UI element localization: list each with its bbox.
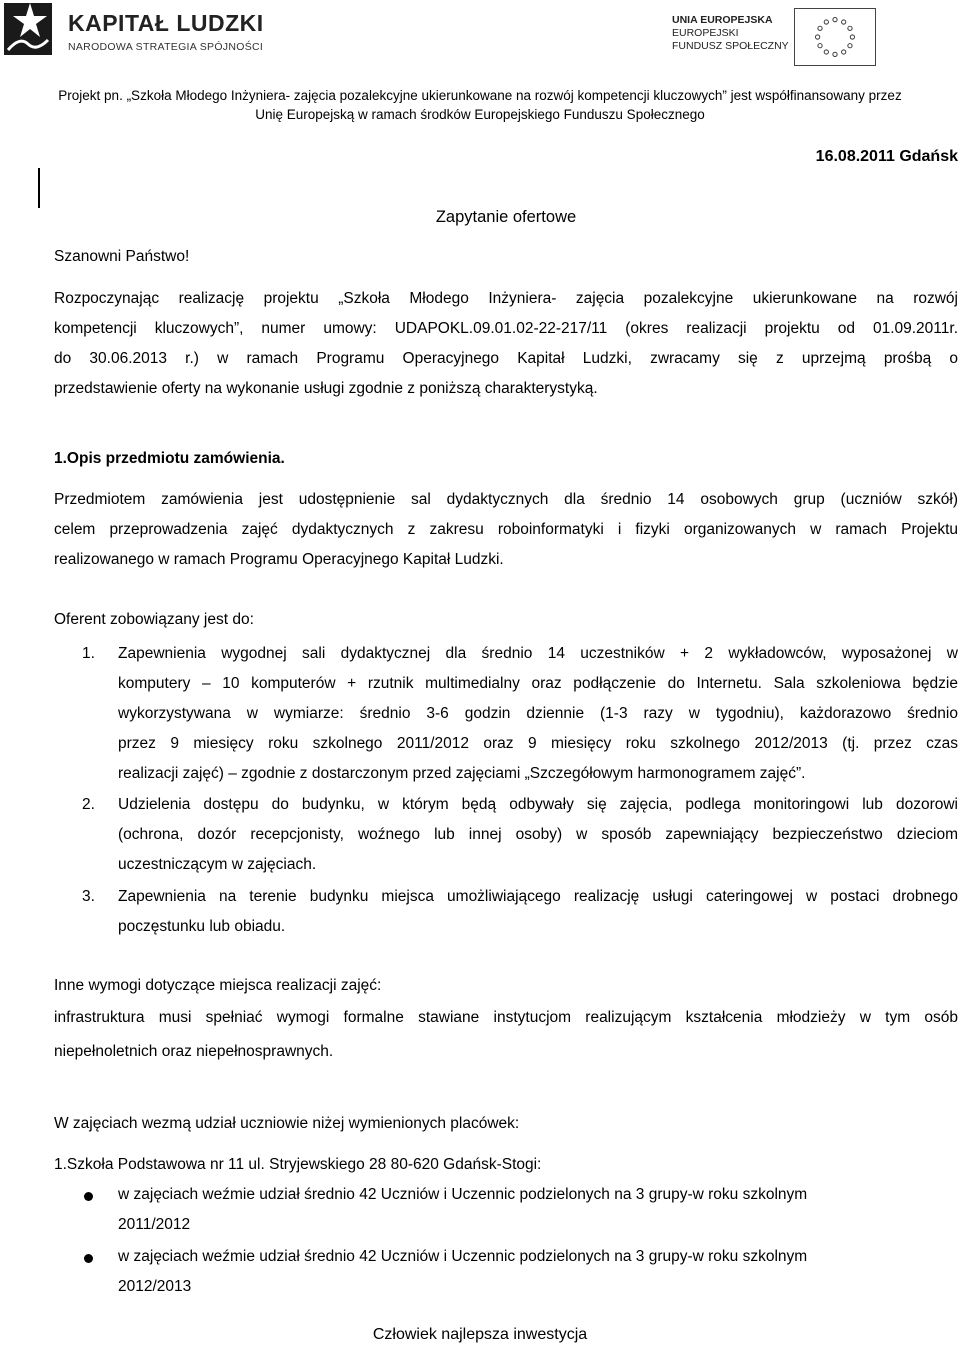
section-heading: 1.Opis przedmiotu zamówienia.: [54, 450, 285, 467]
obligation-number: 3.: [82, 888, 95, 905]
bullet-icon: [84, 1254, 93, 1263]
obligation-number: 1.: [82, 645, 95, 662]
intro-line: przedstawienie oferty na wykonanie usługi zgodnie z poniższą charakterystyką.: [54, 380, 598, 397]
intro-line: do 30.06.2013 r.) w ramach Programu Operacyjnego Kapitał Ludzki, zwracamy się z uprzejmą prośbą o: [54, 350, 958, 367]
section1-line: Przedmiotem zamówienia jest udostępnienie sal dydaktycznych dla średnio 14 osobowych grup (uczniów szkół): [54, 491, 958, 508]
school-bullet-line: 2012/2013: [118, 1278, 192, 1295]
schools-heading: W zajęciach wezmą udział uczniowie niżej wymienionych placówek:: [54, 1115, 520, 1132]
section1-line: celem przeprowadzenia zajęć dydaktycznych z zakresu roboinformatyki i fizyki organizowanych w ramach Projektu: [54, 521, 958, 538]
eu-text-block: [672, 14, 792, 53]
ue-line1: UNIA EUROPEJSKA: [672, 14, 773, 26]
obligation-line: wykorzystywana w wymiarze: średnio 3-6 godzin dziennie (1-3 razy w tygodniu), każdorazowo średnio: [118, 705, 958, 722]
intro-line: kompetencji kluczowych”, numer umowy: UDAPOKL.09.01.02-22-217/11 (okres realizacji projektu od 01.09.2011r.: [54, 320, 958, 337]
project-info-line1: Projekt pn. „Szkoła Młodego Inżyniera- zajęcia pozalekcyjne ukierunkowane na rozwój kompetencji kluczowych” jest współfinansowany przez: [58, 88, 902, 103]
obligation-line: Udzielenia dostępu do budynku, w którym będą odbywały się zajęcia, podlega monitoringowi lub dozorowi: [118, 796, 958, 813]
section1-line: realizowanego w ramach Programu Operacyjnego Kapitał Ludzki.: [54, 551, 504, 568]
school-entry: 1.Szkoła Podstawowa nr 11 ul. Stryjewskiego 28 80-620 Gdańsk-Stogi:: [54, 1156, 542, 1173]
ue-line3: FUNDUSZ SPOŁECZNY: [672, 40, 789, 52]
obligation-line: przez 9 miesięcy roku szkolnego 2011/2012 oraz 9 miesięcy roku szkolnego 2012/2013 (tj. przez czas: [118, 735, 958, 752]
footer-slogan: Człowiek najlepsza inwestycja: [372, 1326, 588, 1343]
obligation-line: komputery – 10 komputerów + rzutnik multimedialny oraz podłączenie do Internetu. Sala szkoleniowa będzie: [118, 675, 958, 692]
intro-line: Rozpoczynając realizację projektu „Szkoła Młodego Inżyniera- zajęcia pozalekcyjne ukierunkowane na rozwój: [54, 290, 958, 307]
other-requirements-heading: Inne wymogi dotyczące miejsca realizacji zajęć:: [54, 977, 382, 994]
obligation-number: 2.: [82, 796, 95, 813]
obligation-line: poczęstunku lub obiadu.: [118, 918, 286, 935]
kapital-ludzki-subtitle: NARODOWA STRATEGIA SPÓJNOŚCI: [68, 41, 264, 53]
eu-flag-icon: [794, 8, 876, 66]
document-title: Zapytanie ofertowe: [435, 208, 577, 226]
school-bullet-line: w zajęciach weźmie udział średnio 42 Uczniów i Uczennic podzielonych na 3 grupy-w roku szkolnym: [118, 1186, 808, 1203]
obligation-line: realizacji zajęć) – zgodnie z dostarczonym przed zajęciami „Szczegółowym harmonogramem zajęć”.: [118, 765, 806, 782]
ue-line2: EUROPEJSKI: [672, 27, 739, 39]
school-bullet-line: 2011/2012: [118, 1216, 191, 1233]
obligations-heading: Oferent zobowiązany jest do:: [54, 611, 254, 628]
other-requirements-line: niepełnoletnich oraz niepełnosprawnych.: [54, 1043, 334, 1060]
obligation-line: Zapewnienia na terenie budynku miejsca umożliwiającego realizację usługi cateringowej w postaci drobnego: [118, 888, 958, 905]
salutation: Szanowni Państwo!: [54, 248, 190, 265]
obligation-line: uczestniczącym w zajęciach.: [118, 856, 317, 873]
bullet-icon: [84, 1192, 93, 1201]
other-requirements-line: infrastruktura musi spełniać wymogi formalne stawiane instytucjom realizującym kształcenia młodzieży w tym osób: [54, 1009, 958, 1026]
date-place: 16.08.2011 Gdańsk: [815, 148, 958, 165]
margin-bar: [38, 168, 40, 208]
project-info-line2: Unię Europejską w ramach środków Europejskiego Funduszu Społecznego: [255, 107, 705, 122]
kapital-ludzki-title: KAPITAŁ LUDZKI: [68, 10, 264, 36]
school-bullet-line: w zajęciach weźmie udział średnio 42 Uczniów i Uczennic podzielonych na 3 grupy-w roku szkolnym: [118, 1248, 808, 1265]
obligation-line: Zapewnienia wygodnej sali dydaktycznej dla średnio 14 uczestników + 2 wykładowców, wyposażonej w: [118, 645, 958, 662]
obligation-line: (ochrona, dozór recepcjonisty, woźnego lub innej osoby) w sposób zapewniający bezpieczeństwo dzieciom: [118, 826, 958, 843]
